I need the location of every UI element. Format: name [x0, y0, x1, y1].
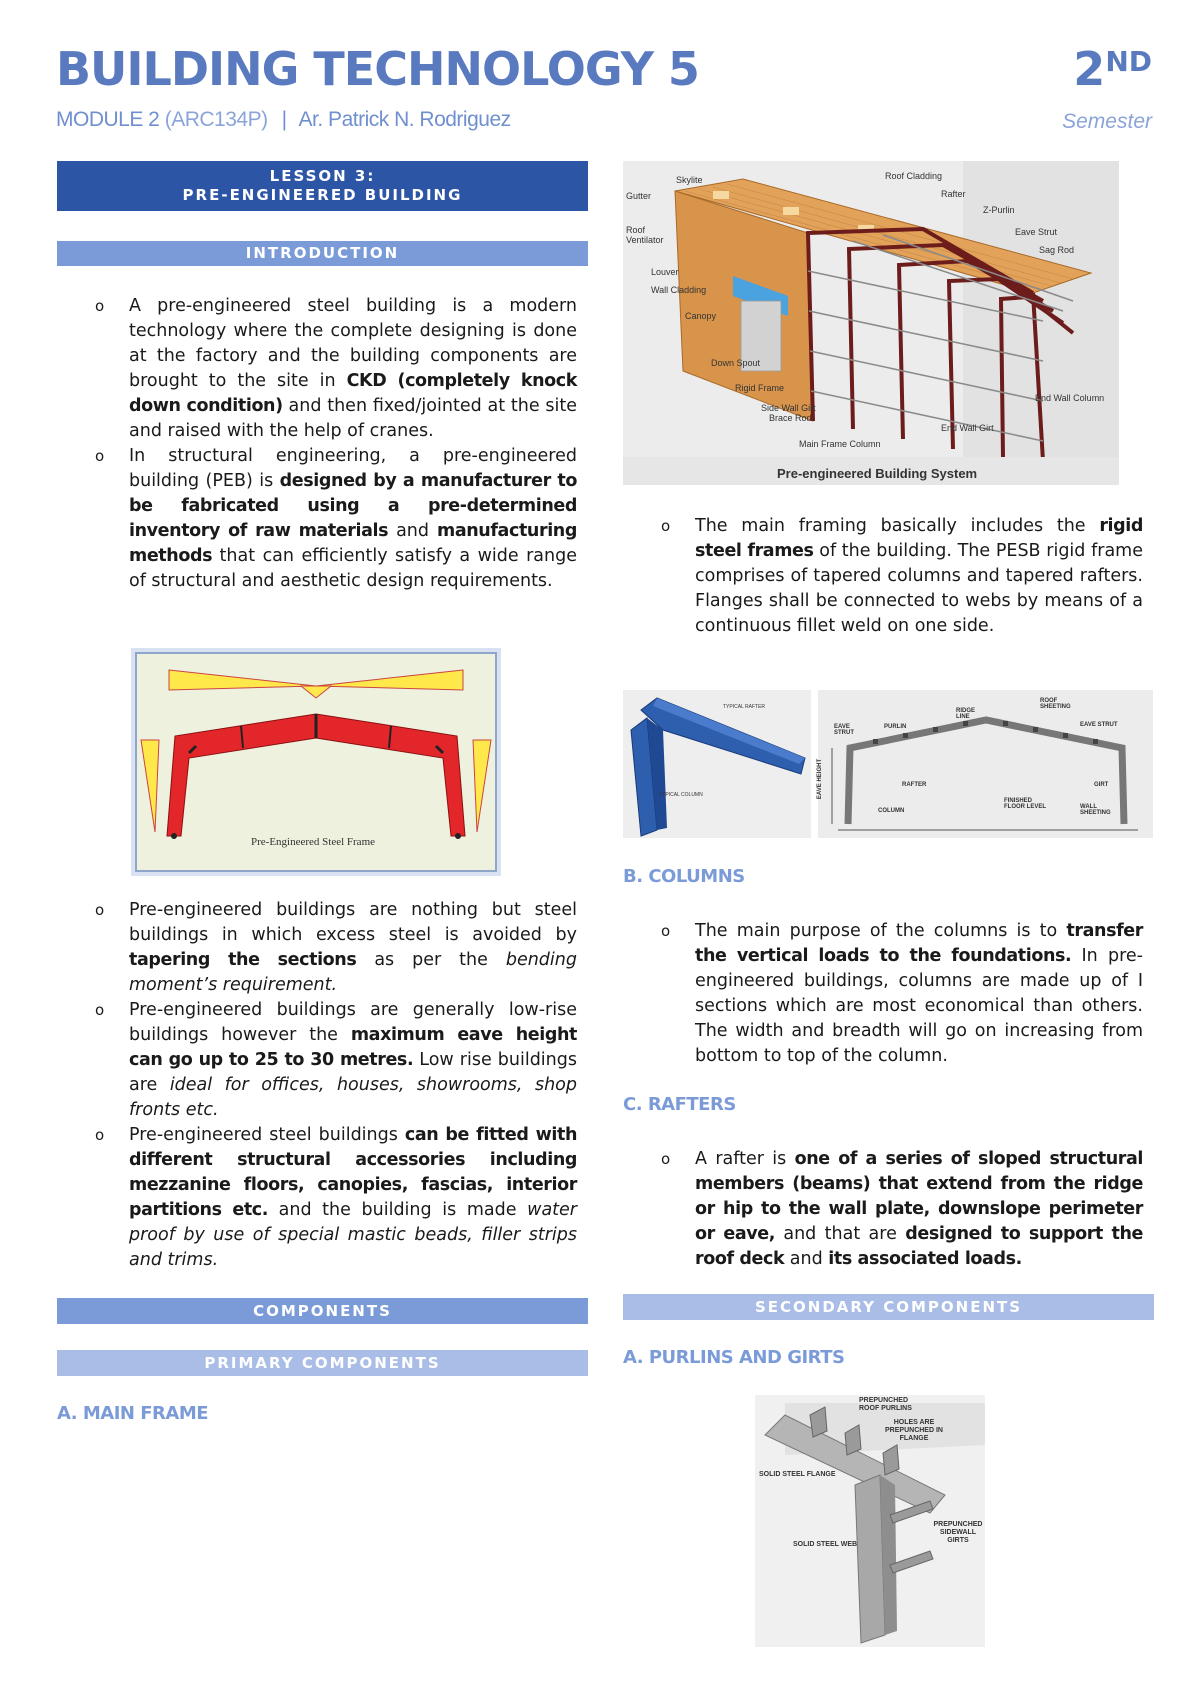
primary-components-heading: PRIMARY COMPONENTS: [57, 1350, 588, 1376]
header-separator: |: [281, 108, 287, 131]
label-end-wall-column: End Wall Column: [1035, 393, 1105, 403]
label-girt: GIRT: [1094, 782, 1109, 788]
label-wall-sheeting: WALL SHEETING: [1080, 804, 1111, 816]
module-line: [56, 108, 511, 132]
emphasis: manufacturing methods: [129, 521, 577, 566]
label-eave-strut-right: EAVE STRUT: [1080, 722, 1118, 728]
secondary-components-heading: SECONDARY COMPONENTS: [623, 1294, 1154, 1320]
label-roof-cladding: Roof Cladding: [885, 171, 943, 181]
italic-text: ideal for offices, houses, showrooms, shop fronts etc.: [129, 1075, 577, 1120]
text: Low rise buildings are: [129, 1050, 577, 1095]
label-rafter: RAFTER: [902, 782, 927, 788]
introduction-heading: INTRODUCTION: [57, 241, 588, 266]
typical-rafter-column-figure: [623, 690, 811, 838]
typical-rafter-column-drawing: [623, 690, 811, 838]
label-end-wall-girt: End Wall Girt: [941, 423, 994, 433]
emphasis: one of a series of sloped structural members (beams) that extend from the ridge or hip to the wall plate, downslope perimeter or eave,: [695, 1149, 1144, 1244]
label-eave-height: EAVE HEIGHT: [817, 758, 824, 800]
text: The main framing basically includes the: [695, 516, 1100, 536]
label-rafter: Rafter: [941, 189, 966, 199]
label-prepunched-sidewall-girts: PREPUNCHED SIDEWALL GIRTS: [933, 1521, 983, 1544]
emphasis: rigid steel frames: [695, 516, 1143, 561]
list-item: [57, 898, 577, 998]
building-section-figure: [818, 690, 1153, 838]
lesson-title-bar: [57, 161, 588, 211]
label-solid-steel-flange: SOLID STEEL FLANGE: [759, 1471, 836, 1478]
main-frame-subheading: A. MAIN FRAME: [57, 1403, 209, 1424]
semester-number-suffix: ND: [1105, 45, 1152, 78]
label-eave-strut-left: EAVE STRUT: [834, 724, 854, 736]
label-roof-sheeting: ROOF SHEETING: [1040, 698, 1071, 710]
list-item: [57, 294, 577, 444]
emphasis: designed to support the roof deck: [695, 1224, 1143, 1269]
introduction-list: [57, 294, 577, 594]
label-eave-strut: Eave Strut: [1015, 227, 1058, 237]
text: of the building. The PESB rigid frame comprises of tapered columns and tapered rafters. Flanges shall be connected to webs by means of a continuous fillet weld on one side.: [695, 541, 1143, 636]
label-down-spout: Down Spout: [711, 358, 761, 368]
text: as per the: [356, 950, 506, 970]
text: Pre-engineered steel buildings: [129, 1125, 405, 1145]
label-z-purlin: Z-Purlin: [983, 205, 1015, 215]
bullet-marker: o: [661, 922, 671, 940]
label-solid-steel-web: SOLID STEEL WEB: [793, 1541, 858, 1548]
semester-label: Semester: [1062, 110, 1152, 133]
main-frame-list: [623, 514, 1143, 639]
text: and that are: [774, 1224, 906, 1244]
emphasis: can be fitted with different structural accessories including mezzanine floors, canopies, fascias, interior partitions etc.: [129, 1125, 577, 1220]
text: A rafter is: [695, 1149, 795, 1169]
semester-number-digit: 2: [1073, 42, 1106, 96]
building-system-figure: [623, 161, 1119, 485]
label-brace-rod: Brace Rod: [769, 413, 812, 423]
building-system-drawing: [623, 161, 1119, 485]
label-louver: Louver: [651, 267, 679, 277]
columns-list: [623, 919, 1143, 1069]
text: A pre-engineered steel building is a modern technology where the complete designing is done at the factory and the building components are brought to the site in: [129, 296, 577, 391]
label-finished-floor-level: FINISHED FLOOR LEVEL: [1004, 798, 1046, 810]
label-column: COLUMN: [878, 808, 905, 814]
document-title: BUILDING TECHNOLOGY 5: [56, 42, 699, 96]
module-label: MODULE 2: [56, 108, 160, 131]
label-main-frame-column: Main Frame Column: [799, 439, 881, 449]
bullet-marker: o: [95, 901, 105, 919]
emphasis: tapering the sections: [129, 950, 357, 970]
list-item: [623, 514, 1143, 639]
label-typical-column: TYPICAL COLUMN: [659, 792, 703, 798]
peb-characteristics-list: [57, 898, 577, 1273]
italic-text: bending moment’s requirement.: [129, 950, 577, 995]
bullet-marker: o: [661, 1150, 671, 1168]
emphasis: its associated loads.: [828, 1249, 1022, 1269]
label-purlin: PURLIN: [884, 724, 907, 730]
bullet-marker: o: [661, 517, 671, 535]
lesson-name: PRE-ENGINEERED BUILDING: [182, 186, 463, 204]
text: that can efficiently satisfy a wide range of structural and aesthetic design requirements.: [129, 546, 577, 591]
emphasis: CKD (completely knock down condition): [129, 371, 577, 416]
label-skylite: Skylite: [676, 175, 703, 185]
emphasis: designed by a manufacturer to be fabricated using a pre-determined inventory of raw materials: [129, 471, 577, 541]
label-typical-rafter: TYPICAL RAFTER: [723, 704, 766, 710]
label-side-wall-girt: Side Wall Girt: [761, 403, 816, 413]
text: and: [388, 521, 437, 541]
figure-caption: Pre-Engineered Steel Frame: [251, 836, 376, 848]
course-code: (ARC134P): [164, 108, 268, 131]
text: In structural engineering, a pre-engineered building (PEB) is: [129, 446, 577, 491]
list-item: [57, 444, 577, 594]
label-rigid-frame: Rigid Frame: [735, 383, 785, 393]
rafters-subheading: C. RAFTERS: [623, 1094, 736, 1115]
text: and then fixed/jointed at the site and raised with the help of cranes.: [129, 396, 577, 441]
bullet-marker: o: [95, 1001, 105, 1019]
semester-number: [1073, 42, 1152, 96]
rafters-list: [623, 1147, 1143, 1272]
text: and the building is made: [268, 1200, 528, 1220]
purlins-girts-figure: [755, 1395, 985, 1647]
text: In pre-engineered buildings, columns are made up of I sections which are most economical than others. The width and breadth will go on increasing from bottom to top of the column.: [695, 946, 1143, 1066]
italic-text: water proof by use of special mastic beads, filler strips and trims.: [129, 1200, 577, 1270]
label-prepunched-roof-purlins: PREPUNCHED ROOF PURLINS: [859, 1397, 912, 1412]
emphasis: transfer the vertical loads to the foundations.: [695, 921, 1143, 966]
bullet-marker: o: [95, 297, 105, 315]
label-sag-rod: Sag Rod: [1039, 245, 1075, 255]
text: Pre-engineered buildings are nothing but steel buildings in which excess steel is avoided by: [129, 900, 577, 945]
label-canopy: Canopy: [685, 311, 717, 321]
list-item: [57, 1123, 577, 1273]
label-holes-prepunched: HOLES ARE PREPUNCHED IN FLANGE: [885, 1419, 943, 1442]
columns-subheading: B. COLUMNS: [623, 866, 745, 887]
label-wall-cladding: Wall Cladding: [651, 285, 707, 295]
author-name: Ar. Patrick N. Rodriguez: [298, 108, 511, 131]
list-item: [623, 1147, 1143, 1272]
label-gutter: Gutter: [626, 191, 652, 201]
bullet-marker: o: [95, 1126, 105, 1144]
text: The main purpose of the columns is to: [695, 921, 1067, 941]
label-roof-ventilator: Roof Ventilator: [626, 225, 664, 245]
bullet-marker: o: [95, 447, 105, 465]
text: Pre-engineered buildings are generally low-rise buildings however the: [129, 1000, 577, 1045]
label-ridge-line: RIDGE LINE: [956, 708, 976, 720]
text: and: [784, 1249, 829, 1269]
emphasis: maximum eave height can go up to 25 to 30 metres.: [129, 1025, 577, 1070]
purlins-girts-subheading: A. PURLINS AND GIRTS: [623, 1347, 845, 1368]
steel-frame-figure: [131, 648, 501, 876]
figure-caption: Pre-engineered Building System: [777, 466, 978, 481]
list-item: [57, 998, 577, 1123]
lesson-number: LESSON 3:: [269, 167, 376, 185]
components-heading: COMPONENTS: [57, 1298, 588, 1324]
list-item: [623, 919, 1143, 1069]
